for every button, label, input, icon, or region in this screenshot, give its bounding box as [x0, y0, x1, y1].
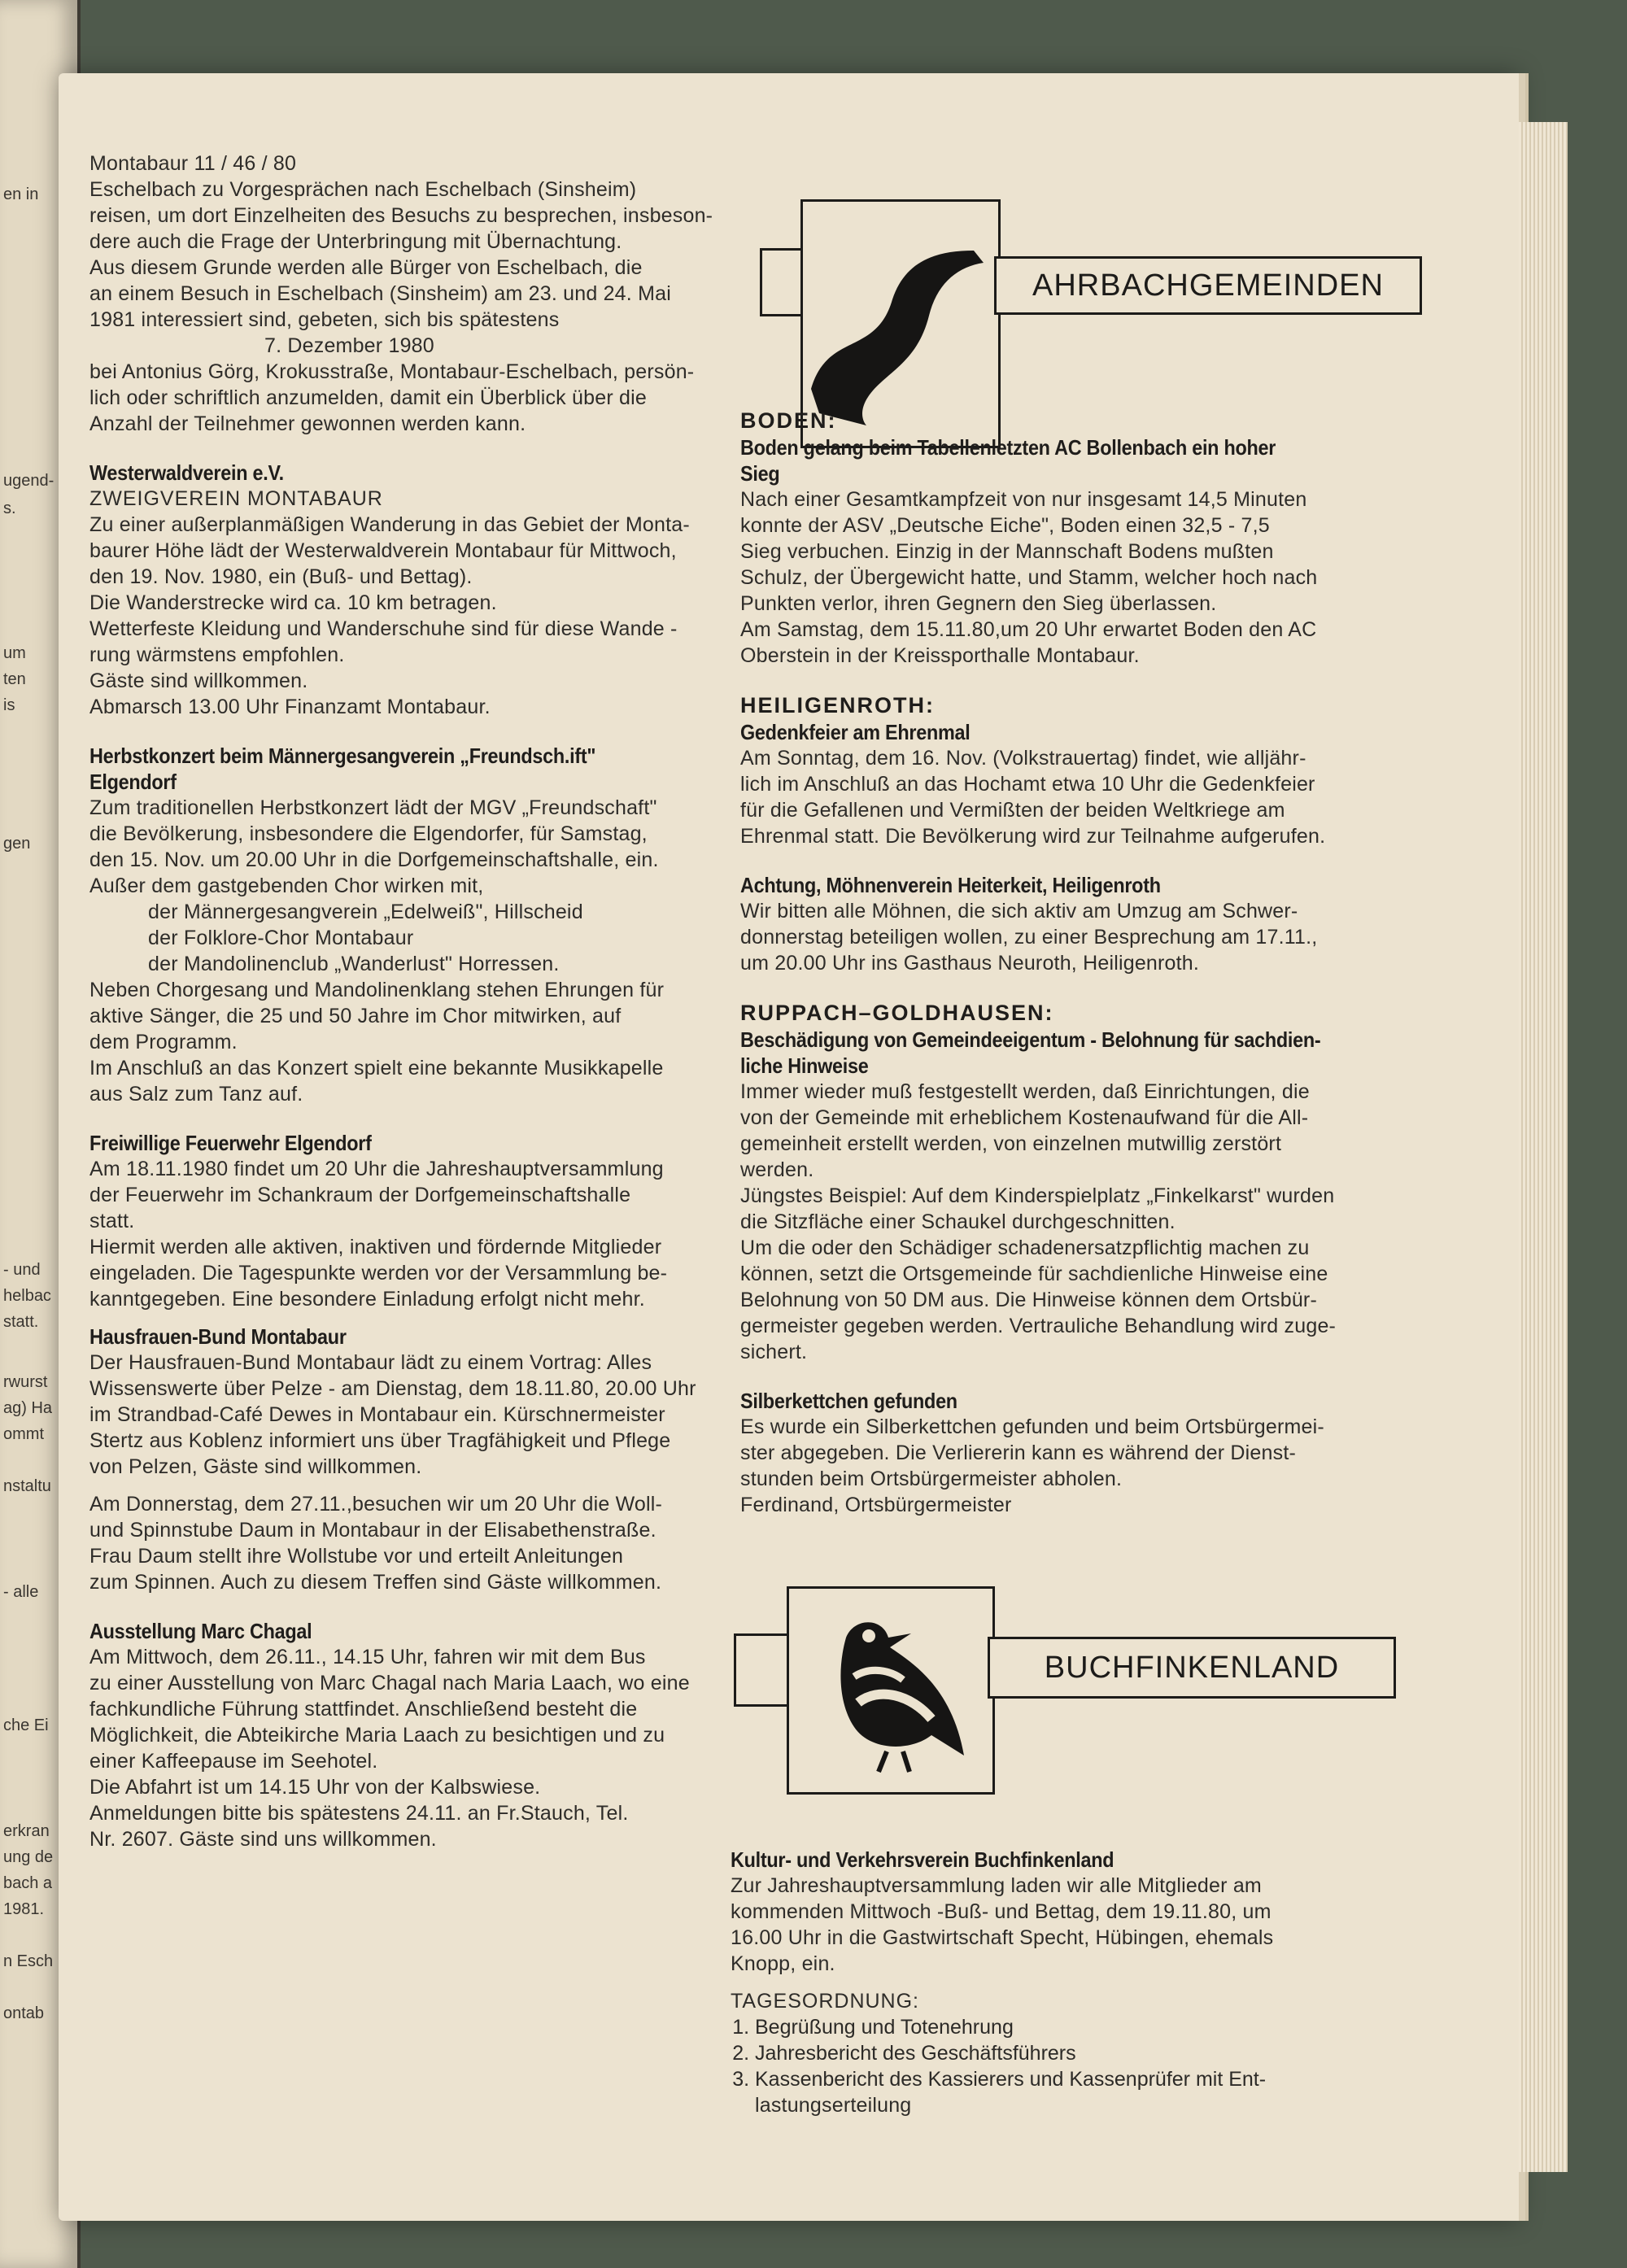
spine-fragment: erkran — [3, 1822, 50, 1840]
spine-fragment: ten — [3, 670, 26, 688]
text-line: die Sitzfläche einer Schaukel durchgeschnitten. — [740, 1210, 1176, 1233]
text-line: zum Spinnen. Auch zu diesem Treffen sind Gäste willkommen. — [89, 1571, 662, 1594]
spine-fragment: - und — [3, 1261, 41, 1279]
text-line: Um die oder den Schädiger schadenersatzpflichtig machen zu — [740, 1236, 1310, 1259]
text-line: 1981 interessiert sind, gebeten, sich bis spätestens — [89, 308, 560, 331]
text-line: Im Anschluß an das Konzert spielt eine bekannte Musikkapelle — [89, 1057, 664, 1079]
text-line: Möglichkeit, die Abteikirche Maria Laach zu besichtigen und zu — [89, 1724, 665, 1747]
text-line: um 20.00 Uhr ins Gasthaus Neuroth, Heiligenroth. — [740, 952, 1200, 975]
text-line: den 15. Nov. um 20.00 Uhr in die Dorfgemeinschaftshalle, ein. — [89, 848, 659, 871]
text-line: Nach einer Gesamtkampfzeit von nur insgesamt 14,5 Minuten — [740, 488, 1307, 511]
logo-emblem — [787, 1586, 995, 1795]
text-line: lich oder schriftlich anzumelden, damit ein Überblick über die — [89, 386, 647, 409]
spine-fragment: - alle — [3, 1583, 39, 1601]
spine-fragment: rwurst — [3, 1373, 48, 1391]
guest-line: der Mandolinenclub „Wanderlust" Horressen. — [148, 953, 560, 975]
notice-title: Freiwillige Feuerwehr Elgendorf — [89, 1131, 372, 1155]
text-line: rung wärmstens empfohlen. — [89, 643, 345, 666]
text-line: fachkundliche Führung stattfindet. Anschließend besteht die — [89, 1698, 638, 1721]
spacer — [89, 1312, 773, 1324]
text-line: Am Sonntag, dem 16. Nov. (Volkstrauertag) findet, wie alljähr- — [740, 747, 1306, 770]
spine-fragment: um — [3, 644, 26, 662]
text-line: aktive Sänger, die 25 und 50 Jahre im Chor mitwirken, auf — [89, 1005, 622, 1027]
text-line: ster abgegeben. Die Verliererin kann es während der Dienst- — [740, 1441, 1297, 1464]
text-line: Frau Daum stellt ihre Wollstube vor und erteilt Anleitungen — [89, 1545, 624, 1568]
text-line: Am 18.11.1980 findet um 20 Uhr die Jahreshauptversammlung — [89, 1158, 664, 1180]
text-line: bei Antonius Görg, Krokusstraße, Montabaur-Eschelbach, persön- — [89, 360, 695, 383]
spacer — [89, 1480, 773, 1491]
spine-fragment: ontab — [3, 2004, 45, 2022]
spine-fragment: helbac — [3, 1287, 51, 1305]
notice-title: Elgendorf — [89, 770, 177, 794]
deadline-date: 7. Dezember 1980 — [264, 334, 434, 357]
text-line: Am Samstag, dem 15.11.80,um 20 Uhr erwartet Boden den AC — [740, 618, 1317, 641]
text-line: der Feuerwehr im Schankraum der Dorfgemeinschaftshalle — [89, 1184, 631, 1206]
place-heading: BODEN: — [740, 408, 837, 433]
text-line: dere auch die Frage der Unterbringung mit Übernachtung. — [89, 230, 622, 253]
text-line: Es wurde ein Silberkettchen gefunden und beim Ortsbürgermei- — [740, 1415, 1324, 1438]
text-line: zu einer Ausstellung von Marc Chagal nach Maria Laach, wo eine — [89, 1672, 690, 1694]
text-line: von der Gemeinde mit erheblichem Kostenaufwand für die All- — [740, 1106, 1309, 1129]
text-line: baurer Höhe lädt der Westerwaldverein Montabaur für Mittwoch, — [89, 539, 677, 562]
guest-line: der Männergesangverein „Edelweiß", Hillscheid — [148, 901, 583, 923]
text-line: Punkten verlor, ihren Gegnern den Sieg überlassen. — [740, 592, 1217, 615]
text-line: Belohnung von 50 DM aus. Die Hinweise können dem Ortsbür- — [740, 1289, 1317, 1311]
notice-title: Gedenkfeier am Ehrenmal — [740, 720, 971, 744]
spacer — [89, 1107, 773, 1130]
spine-fragment: ugend- — [3, 472, 55, 490]
feuerwehr-notice — [89, 1130, 773, 1312]
moehnen-notice — [740, 872, 1456, 976]
finch-bird-icon — [789, 1589, 992, 1792]
spacer — [740, 849, 1456, 872]
spine-fragment: che Ei — [3, 1716, 49, 1734]
text-line: Stertz aus Koblenz informiert uns über Tragfähigkeit und Pflege — [89, 1429, 671, 1452]
text-line: Anzahl der Teilnehmer gewonnen werden kann. — [89, 412, 526, 435]
notice-title: Achtung, Möhnenverein Heiterkeit, Heiligenroth — [740, 873, 1161, 897]
text-line: Sieg verbuchen. Einzig in der Mannschaft Bodens mußten — [740, 540, 1274, 563]
ruppach-notice — [740, 999, 1456, 1365]
text-line: Jüngstes Beispiel: Auf dem Kinderspielplatz „Finkelkarst" wurden — [740, 1184, 1335, 1207]
spacer — [740, 669, 1456, 691]
text-line: 16.00 Uhr in die Gastwirtschaft Specht, Hübingen, ehemals — [731, 1926, 1274, 1949]
chagal-notice — [89, 1618, 773, 1852]
text-line: Knopp, ein. — [731, 1952, 835, 1975]
spine-fragment: gen — [3, 835, 31, 853]
text-line: an einem Besuch in Eschelbach (Sinsheim) am 23. und 24. Mai — [89, 282, 671, 305]
newsletter-page — [59, 73, 1519, 2221]
agenda-item: 2. Jahresbericht des Geschäftsführers — [755, 2040, 1463, 2066]
text-line: stunden beim Ortsbürgermeister abholen. — [740, 1468, 1123, 1490]
text-line: Wir bitten alle Möhnen, die sich aktiv am Umzug am Schwer- — [740, 900, 1298, 922]
spine-fragment: bach a — [3, 1874, 53, 1892]
agenda-item: 1. Begrüßung und Totenehrung — [755, 2014, 1463, 2040]
text-line: Am Mittwoch, dem 26.11., 14.15 Uhr, fahren wir mit dem Bus — [89, 1646, 646, 1668]
notice-title: Westerwaldverein e.V. — [89, 460, 284, 485]
text-line: können, setzt die Ortsgemeinde für sachdienliche Hinweise eine — [740, 1263, 1328, 1285]
text-line: Hiermit werden alle aktiven, inaktiven und fördernde Mitglieder — [89, 1236, 662, 1258]
place-heading: RUPPACH–GOLDHAUSEN: — [740, 1001, 1054, 1025]
text-line: und Spinnstube Daum in Montabaur in der Elisabethenstraße. — [89, 1519, 656, 1542]
text-line: gemeinheit erstellt werden, von einzelnen mutwillig zerstört — [740, 1132, 1282, 1155]
notice-title: Ausstellung Marc Chagal — [89, 1619, 312, 1643]
notice-title: Silberkettchen gefunden — [740, 1389, 957, 1413]
text-line: sichert. — [740, 1341, 808, 1363]
hausfrauen-notice — [89, 1324, 773, 1595]
text-line: kanntgegeben. Eine besondere Einladung erfolgt nicht mehr. — [89, 1288, 645, 1311]
page-edges — [1519, 122, 1568, 2172]
text-line: im Strandbad-Café Dewes in Montabaur ein. Kürschnermeister — [89, 1403, 665, 1426]
text-line: Oberstein in der Kreissporthalle Montabaur. — [740, 644, 1140, 667]
text-line: Nr. 2607. Gäste sind uns willkommen. — [89, 1828, 437, 1851]
agenda-title: TAGESORDNUNG: — [731, 1990, 919, 2013]
herbstkonzert-notice — [89, 743, 773, 1107]
text-line: germeister gegeben werden. Vertrauliche Behandlung wird zuge- — [740, 1315, 1337, 1337]
spacer — [731, 1977, 1463, 1988]
text-line: dem Programm. — [89, 1031, 238, 1053]
text-line: konnte der ASV „Deutsche Eiche", Boden einen 32,5 - 7,5 — [740, 514, 1270, 537]
agenda-item-continuation: lastungserteilung — [755, 2094, 912, 2117]
logo-label: AHRBACHGEMEINDEN — [994, 256, 1422, 315]
spine-fragment: is — [3, 696, 15, 714]
intro-notice — [89, 150, 773, 437]
spacer — [89, 437, 773, 460]
notice-title: Herbstkonzert beim Männergesangverein „Freundsch.ift" — [89, 744, 596, 768]
spine-fragment: statt. — [3, 1313, 39, 1331]
kultur-notice — [731, 1847, 1463, 2118]
text-line: für die Gefallenen und Vermißten der beiden Weltkriege am — [740, 799, 1285, 822]
text-line: Zur Jahreshauptversammlung laden wir alle Mitglieder am — [731, 1874, 1262, 1897]
text-line: kommenden Mittwoch -Buß- und Bettag, dem 19.11.80, um — [731, 1900, 1272, 1923]
text-line: Wetterfeste Kleidung und Wanderschuhe sind für diese Wande - — [89, 617, 678, 640]
text-line: lich im Anschluß an das Hochamt etwa 10 Uhr die Gedenkfeier — [740, 773, 1315, 796]
heiligenroth-notice — [740, 691, 1456, 849]
text-line: Eschelbach zu Vorgesprächen nach Eschelbach (Sinsheim) — [89, 178, 637, 201]
text-line: Ehrenmal statt. Die Bevölkerung wird zur Teilnahme aufgerufen. — [740, 825, 1326, 848]
text-line: statt. — [89, 1210, 135, 1232]
place-heading: HEILIGENROTH: — [740, 693, 935, 717]
notice-title: Beschädigung von Gemeindeeigentum - Belohnung für sachdien- — [740, 1027, 1321, 1052]
left-column — [89, 150, 773, 1852]
guest-line: der Folklore-Chor Montabaur — [148, 927, 414, 949]
page-reference: Montabaur 11 / 46 / 80 — [89, 152, 297, 175]
text-line: Aus diesem Grunde werden alle Bürger von Eschelbach, die — [89, 256, 643, 279]
notice-title: Kultur- und Verkehrsverein Buchfinkenland — [731, 1847, 1114, 1872]
spacer — [740, 976, 1456, 999]
text-line: von Pelzen, Gäste sind willkommen. — [89, 1455, 422, 1478]
text-line: einer Kaffeepause im Seehotel. — [89, 1750, 378, 1773]
text-line: reisen, um dort Einzelheiten des Besuchs zu besprechen, insbeson- — [89, 204, 713, 227]
silberkettchen-notice — [740, 1388, 1456, 1518]
spine-fragment: ommt — [3, 1425, 44, 1443]
logo-label: BUCHFINKENLAND — [988, 1637, 1396, 1699]
text-line: Zum traditionellen Herbstkonzert lädt der MGV „Freundschaft" — [89, 796, 657, 819]
text-line: aus Salz zum Tanz auf. — [89, 1083, 303, 1106]
text-line: Abmarsch 13.00 Uhr Finanzamt Montabaur. — [89, 696, 491, 718]
spacer — [740, 1365, 1456, 1388]
text-line: eingeladen. Die Tagespunkte werden vor der Versammlung be- — [89, 1262, 668, 1284]
text-line: den 19. Nov. 1980, ein (Buß- und Bettag). — [89, 565, 473, 588]
spine-fragment: 1981. — [3, 1900, 45, 1918]
notice-title: liche Hinweise — [740, 1053, 869, 1078]
text-line: Wissenswerte über Pelze - am Dienstag, dem 18.11.80, 20.00 Uhr — [89, 1377, 696, 1400]
text-line: Die Wanderstrecke wird ca. 10 km betragen. — [89, 591, 497, 614]
text-line: Die Abfahrt ist um 14.15 Uhr von der Kalbswiese. — [89, 1776, 541, 1799]
text-line: Der Hausfrauen-Bund Montabaur lädt zu einem Vortrag: Alles — [89, 1351, 652, 1374]
text-line: Neben Chorgesang und Mandolinenklang stehen Ehrungen für — [89, 979, 665, 1001]
right-column — [740, 407, 1456, 1518]
text-line: Schulz, der Übergewicht hatte, und Stamm, welcher hoch nach — [740, 566, 1318, 589]
notice-subtitle: ZWEIGVEREIN MONTABAUR — [89, 487, 383, 510]
agenda-item: 3. Kassenbericht des Kassierers und Kassenprüfer mit Ent- — [755, 2066, 1463, 2092]
text-line: Gäste sind willkommen. — [89, 669, 308, 692]
notice-title: Hausfrauen-Bund Montabaur — [89, 1324, 347, 1349]
text-line: werden. — [740, 1158, 814, 1181]
signature-line: Ferdinand, Ortsbürgermeister — [740, 1494, 1012, 1516]
spacer — [89, 1595, 773, 1618]
agenda-list — [731, 2014, 1463, 2092]
boden-notice — [740, 407, 1456, 669]
spine-fragment: en in — [3, 185, 39, 203]
spine-fragment: n Esch — [3, 1952, 54, 1970]
text-line: donnerstag beteiligen wollen, zu einer Besprechung am 17.11., — [740, 926, 1318, 949]
text-line: Am Donnerstag, dem 27.11.,besuchen wir um 20 Uhr die Woll- — [89, 1493, 663, 1516]
spine-fragment: ag) Ha — [3, 1399, 53, 1417]
text-line: Anmeldungen bitte bis spätestens 24.11. an Fr.Stauch, Tel. — [89, 1802, 629, 1825]
spine-fragment: nstaltu — [3, 1477, 51, 1495]
text-line: Außer dem gastgebenden Chor wirken mit, — [89, 874, 484, 897]
notice-title: Boden gelang beim Tabellenletzten AC Bollenbach ein hoher — [740, 435, 1276, 460]
spacer — [89, 720, 773, 743]
notice-title: Sieg — [740, 461, 780, 486]
westerwald-notice — [89, 460, 773, 720]
text-line: Immer wieder muß festgestellt werden, daß Einrichtungen, die — [740, 1080, 1310, 1103]
spine-fragment: ung de — [3, 1848, 54, 1866]
text-line: Zu einer außerplanmäßigen Wanderung in das Gebiet der Monta- — [89, 513, 690, 536]
spine-fragment: s. — [3, 499, 16, 517]
text-line: die Bevölkerung, insbesondere die Elgendorfer, für Samstag, — [89, 822, 648, 845]
